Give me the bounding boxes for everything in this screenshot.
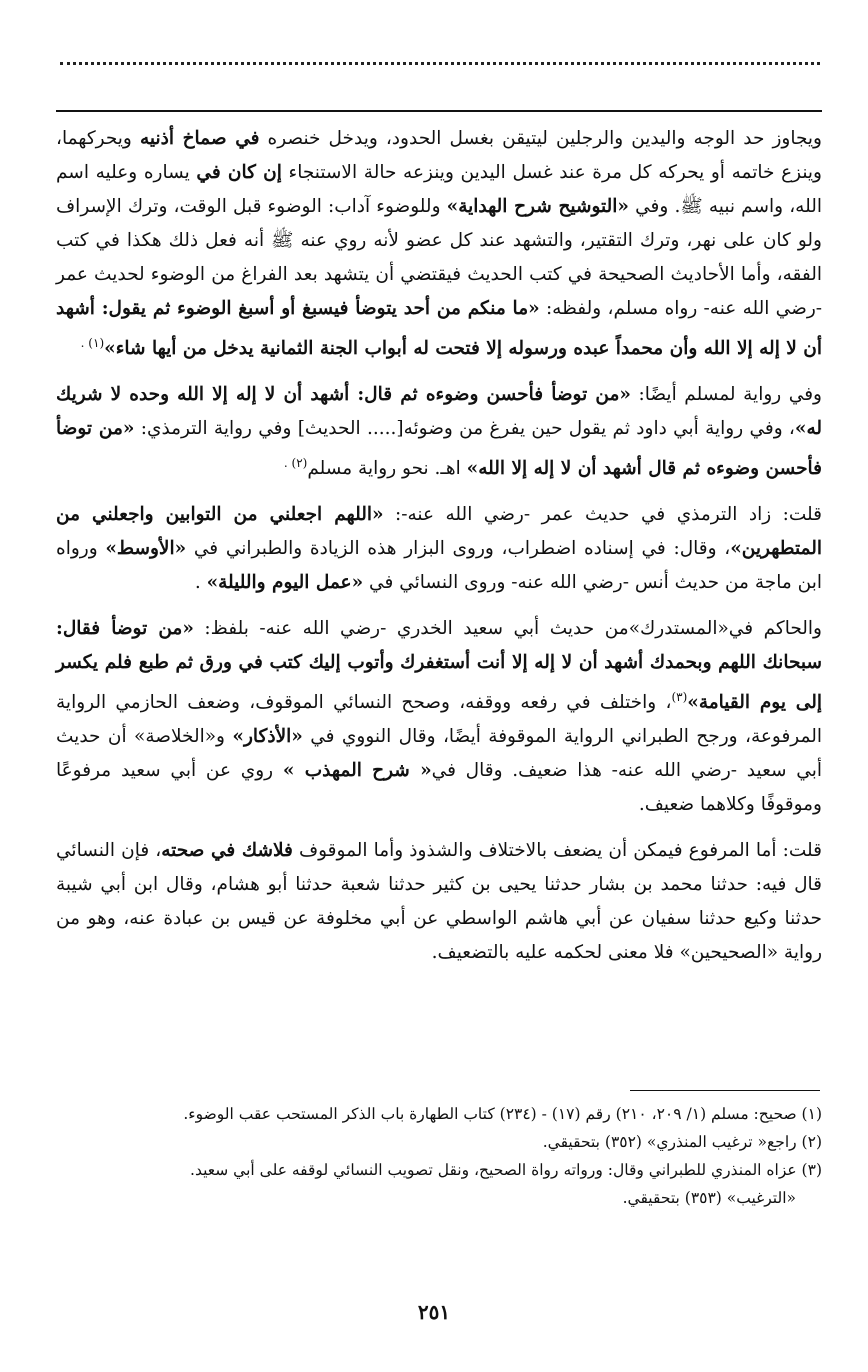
footnote-rule (630, 1090, 820, 1091)
paragraph-3 (56, 498, 822, 600)
text-run: ، واختلف في رفعه ووقفه، وصحح النسائي الموقوف، وضعف الحازمي الرواية المرفوعة، ورجح الطبراني الرواية الموقوفة أيضًا، وقال النووي في (56, 692, 822, 748)
footnote-1: (١) صحيح: مسلم (١/ ٢٠٩، ٢١٠) رقم (١٧) - (٢٣٤) كتاب الطهارة باب الذكر المستحب عقب الوضوء. (183, 1105, 822, 1123)
text-run: قلت: زاد الترمذي في حديث عمر -رضي الله عنه-: (383, 504, 822, 526)
bold-text: «من توضأ فأحسن وضوءه ثم قال أشهد أن لا إله إلا الله» (56, 418, 822, 480)
text-run: اهـ. نحو رواية مسلم (307, 458, 467, 480)
footnote-ref: (١) . (80, 336, 105, 350)
bold-text: «الأذكار» (232, 726, 303, 748)
text-run: ، وقال: في إسناده اضطراب، وروى البزار هذه الزيادة والطبراني في (186, 538, 731, 560)
bold-text: «عمل اليوم والليلة» (206, 572, 364, 594)
text-run: يساره وعليه اسم الله، واسم نبيه ﷺ. وفي (56, 162, 822, 217)
bold-text: «ما منكم من أحد يتوضأ فيسبغ أو أسبغ الوضوء ثم يقول: أشهد أن لا إله إلا الله وأن محمداً عبده ورسوله إلا فتحت له أبواب الجنة الثمانية يدخل من أيها شاء» (56, 298, 822, 360)
top-rule (56, 110, 822, 112)
footnote-3-continued: «الترغيب» (٣٥٣) بتحقيقي. (622, 1189, 796, 1207)
text-run: ورواه ابن ماجة من حديث أنس -رضي الله عنه- وروى النسائي في (56, 538, 822, 594)
text-run: وفي رواية لمسلم أيضًا: (630, 384, 822, 406)
main-text (56, 122, 822, 982)
bold-text: «من توضأ فقال: سبحانك اللهم وبحمدك أشهد أن لا إله إلا أنت أستغفرك وأتوب إليك كتب في ورق ثم طبع فلم يكسر إلى يوم القيامة» (56, 618, 823, 714)
page-number: ٢٥١ (417, 1300, 451, 1324)
bold-text: «اللهم اجعلني من التوابين واجعلني من المتطهرين» (56, 504, 822, 560)
text-run: ويحركهما، وينزع خاتمه أو يحركه كل مرة عند غسل اليدين وينزعه حالة الاستنجاء (56, 128, 822, 183)
footnote-ref: (٢) . (283, 456, 308, 471)
bold-text: في صماخ أذنيه (139, 128, 260, 149)
paragraph-2 (56, 378, 822, 486)
footnotes (56, 1100, 822, 1212)
bold-text: « شرح المهذب » (282, 760, 432, 782)
top-dotted-rule (60, 62, 820, 75)
text-run: . (194, 572, 207, 594)
paragraph-5 (56, 834, 822, 970)
bold-text: «التوشيح شرح الهداية» (446, 196, 629, 217)
text-run: و«الخلاصة» أن حديث أبي سعيد -رضي الله عنه- هذا ضعيف. وقال في (56, 726, 822, 782)
text-run: ، فإن النسائي قال فيه: حدثنا محمد بن بشار حدثنا يحيى بن كثير حدثنا شعبة حدثنا أبو هشام، وقال ابن أبي شيبة حدثنا وكيع حدثنا سفيان عن أبي هاشم الواسطي عن أبي مخلوفة عن قيس بن عبادة عنه، وهو من رواية «الصحيحين» فلا معنى لحكمه عليه بالتضعيف. (56, 840, 822, 964)
text-run: وللوضوء آداب: الوضوء قبل الوقت، وترك الإسراف ولو كان على نهر، وترك التقتير، والتشهد عند كل عضو لأنه روي عنه ﷺ أنه فعل ذلك هكذا في كتب الفقه، وأما الأحاديث الصحيحة في كتب الحديث فيقتضي أن يتشهد بعد الفراغ من الوضوء لحديث عمر -رضي الله عنه- رواه مسلم، ولفظه: (56, 196, 822, 319)
bold-text: فلاشك في صحته (161, 840, 293, 862)
text-run: ويجاوز حد الوجه واليدين والرجلين ليتيقن بغسل الحدود، ويدخل خنصره (259, 128, 822, 149)
text-run: ، وفي رواية أبي داود ثم يقول حين يفرغ من وضوئه[..... الحديث] وفي رواية الترمذي: (134, 418, 795, 440)
text-run: روي عن أبي سعيد مرفوعًا وموقوفًا وكلاهما ضعيف. (56, 760, 822, 816)
footnote-2: (٢) راجع« ترغيب المنذري» (٣٥٢) بتحقيقي. (542, 1133, 822, 1151)
bold-text: «الأوسط» (105, 538, 187, 560)
text-run: قلت: أما المرفوع فيمكن أن يضعف بالاختلاف والشذوذ وأما الموقوف (292, 840, 822, 862)
text-run: والحاكم في«المستدرك»من حديث أبي سعيد الخدري -رضي الله عنه- بلفظ: (193, 618, 822, 640)
footnote-ref: (٣) (671, 690, 688, 705)
footnote-3: (٣) عزاه المنذري للطبراني وقال: ورواته رواة الصحيح، ونقل تصويب النسائي لوقفه على أبي سعيد. (190, 1161, 822, 1179)
paragraph-1 (56, 122, 822, 366)
paragraph-4 (56, 612, 822, 822)
bold-text: «من توضأ فأحسن وضوءه ثم قال: أشهد أن لا إله إلا الله وحده لا شريك له» (56, 384, 823, 440)
bold-text: إن كان في (196, 162, 282, 183)
